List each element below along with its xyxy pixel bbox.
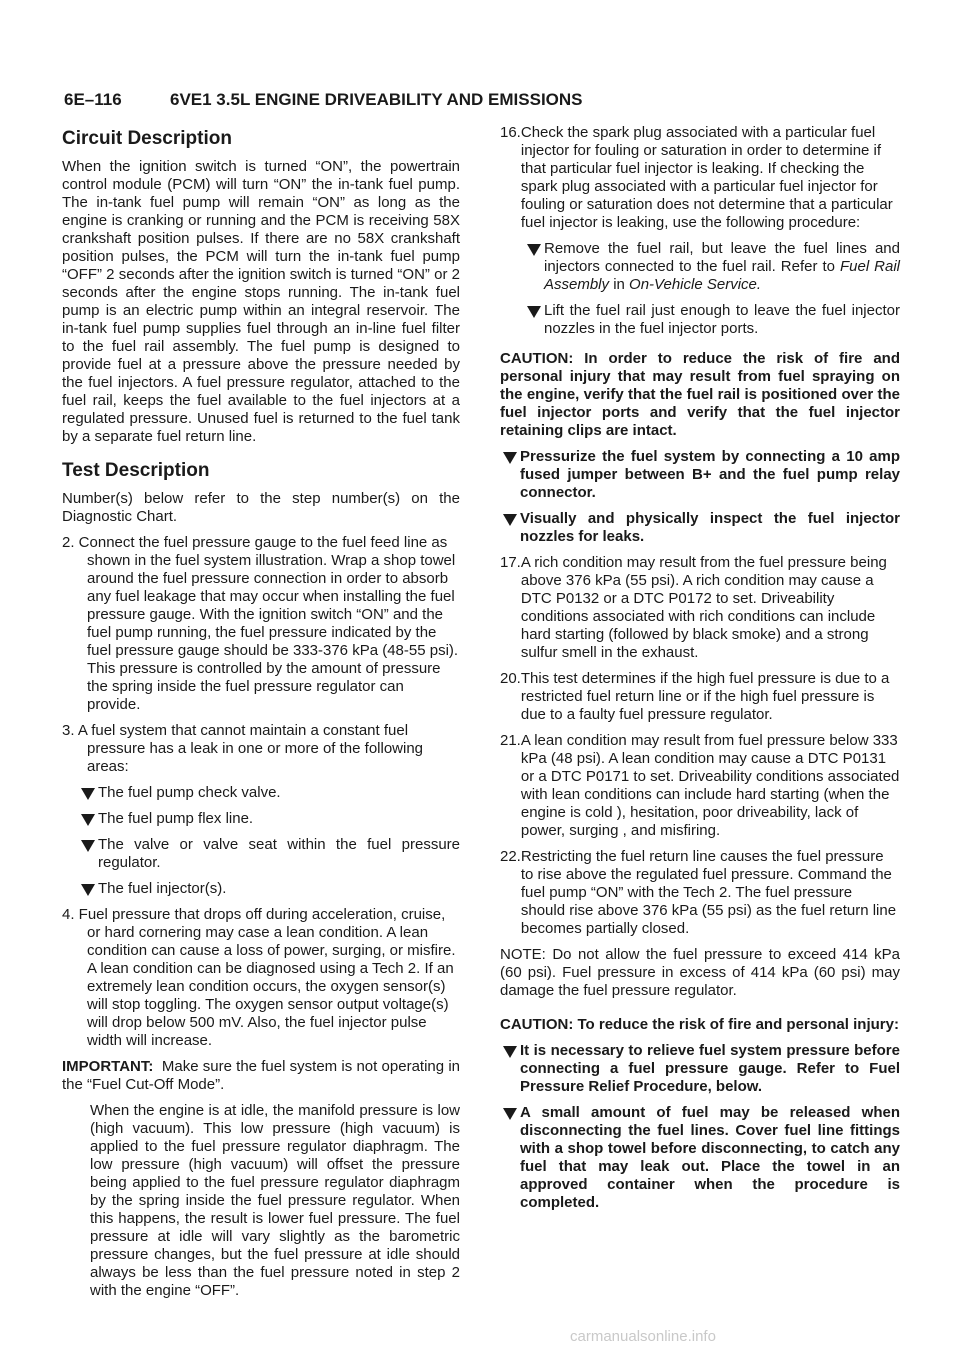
step-number: 21. <box>500 732 521 749</box>
list-item <box>78 810 460 828</box>
list-item <box>524 302 900 338</box>
important-label: IMPORTANT: <box>62 1058 154 1075</box>
step-16-bullet: Lift the fuel rail just enough to leave the fuel injector nozzles in the fuel injector ports. <box>544 302 900 337</box>
caution-bullet: Pressurize the fuel system by connecting a 10 amp fused jumper between B+ and the fuel pump relay connector. <box>520 448 900 501</box>
important-note <box>62 1058 460 1094</box>
step-16-text: Check the spark plug associated with a particular fuel injector for fouling or saturation in order to determine if that particular fuel injector is leaking. If checking the spark plug associated with a particular fuel injector for fouling or saturation does not determine that a particular fuel injector is leaking, use the following procedure: <box>520 124 893 231</box>
watermark: carmanualsonline.info <box>570 1328 716 1345</box>
step-3-bullet: The fuel pump flex line. <box>98 810 254 827</box>
step-21 <box>500 732 900 840</box>
left-column <box>62 124 460 1308</box>
step-16 <box>500 124 900 232</box>
bullet-triangle-icon <box>78 810 98 828</box>
list-item <box>78 880 460 898</box>
step-20 <box>500 670 900 724</box>
step-number: 17. <box>500 554 521 571</box>
fuel-rail-assembly-ref: Fuel Rail Assembly <box>544 258 901 293</box>
caution-bullet: It is necessary to relieve fuel system pressure before connecting a fuel pressure gauge. Refer to Fuel Pressure Relief Procedure, below. <box>520 1042 900 1095</box>
step-16-bullet: Remove the fuel rail, but leave the fuel lines and injectors connected to the fuel rail. Refer to Fuel Rail Assembly in On-Vehicle Service. <box>544 240 901 293</box>
bullet-triangle-icon <box>524 240 544 294</box>
list-item <box>500 510 900 546</box>
step-3-bullet: The valve or valve seat within the fuel pressure regulator. <box>98 836 460 871</box>
test-description-intro: Number(s) below refer to the step number(s) on the Diagnostic Chart. <box>62 490 460 525</box>
list-item <box>78 784 460 802</box>
caution-fuel-spray: CAUTION: In order to reduce the risk of fire and personal injury that may result from fuel spraying on the engine, verify that the fuel rail is positioned over the fuel injector ports and verify that the fuel injector retaining clips are intact. <box>500 350 900 439</box>
step-4-text: 4. Fuel pressure that drops off during acceleration, cruise, or hard cornering may case a lean condition. A lean condition can cause a loss of power, surging, or misfire. A lean condition can be diagnosed using a Tech 2. If an extremely lean condition occurs, the oxygen sensor(s) will stop toggling. The oxygen sensor output voltage(s) will drop below 500 mV. Also, the fuel injector pulse width will increase. <box>62 906 456 1049</box>
note-max-pressure: NOTE: Do not allow the fuel pressure to exceed 414 kPa (60 psi). Fuel pressure in excess of 414 kPa (60 psi) may damage the fuel pressure regulator. <box>500 946 900 999</box>
step-number: 20. <box>500 670 521 687</box>
bullet-triangle-icon <box>78 836 98 872</box>
right-column <box>500 124 900 1220</box>
on-vehicle-service-ref: On-Vehicle Service. <box>629 276 762 293</box>
list-item <box>500 448 900 502</box>
step-3-bullet: The fuel pump check valve. <box>98 784 281 801</box>
important-text: Make sure the fuel system is not operating in the “Fuel Cut-Off Mode”. <box>62 1058 460 1093</box>
caution-bullet: Visually and physically inspect the fuel injector nozzles for leaks. <box>520 510 900 545</box>
step-22-text: Restricting the fuel return line causes the fuel pressure to rise above the regulated fuel pressure. Command the fuel pump “ON” with the Tech 2. The fuel pressure should rise above 376 kPa (55 psi) as the fuel return line becomes partially closed. <box>520 848 897 937</box>
list-item <box>500 1104 900 1212</box>
bullet-triangle-icon <box>500 448 520 502</box>
step-2-text: 2. Connect the fuel pressure gauge to the fuel feed line as shown in the fuel system illustration. Wrap a shop towel around the fuel pressure connection in order to absorb any fuel leakage that may occur when installing the fuel pressure gauge. With the ignition switch “ON” and the fuel pump running, the fuel pressure indicated by the fuel pressure gauge should be 333-376 kPa (48-55 psi). This pressure is controlled by the amount of pressure the spring inside the fuel pressure regulator can provide. <box>62 534 459 713</box>
caution-fire-risk: CAUTION: To reduce the risk of fire and personal injury: <box>500 1016 899 1033</box>
header-title: 6VE1 3.5L ENGINE DRIVEABILITY AND EMISSIONS <box>170 90 583 109</box>
bullet-triangle-icon <box>78 880 98 898</box>
list-item <box>78 836 460 872</box>
idle-pressure-paragraph: When the engine is at idle, the manifold pressure is low (high vacuum). This low pressure (high vacuum) is applied to the fuel pressure regulator diaphragm. The low pressure (high vacuum) will offset the pressure being applied to the fuel pressure regulator diaphragm by the spring inside the fuel pressure regulator. When this happens, the result is lower fuel pressure. The fuel pressure at idle will vary slightly as the barometric pressure changes, but the fuel pressure at idle should always be less than the fuel pressure noted in step 2 with the engine “OFF”. <box>90 1102 460 1299</box>
bullet-triangle-icon <box>500 1042 520 1096</box>
circuit-description-body: When the ignition switch is turned “ON”, the powertrain control module (PCM) will turn “ON” the in-tank fuel pump. The in-tank fuel pump will remain “ON” as long as the engine is cranking or running and the PCM is receiving 58X crankshaft position pulses. If there are no 58X crankshaft position pulses, the PCM will turn the in-tank fuel pump “OFF” 2 seconds after the ignition switch is turned “ON” or 2 seconds after the engine stops running. The in-tank fuel pump is an electric pump within an integral reservoir. The in-tank fuel pump supplies fuel through an in-line fuel filter to the fuel rail assembly. The fuel pump is designed to provide fuel at a pressure above the pressure needed by the fuel injectors. A fuel pressure regulator, attached to the fuel rail, keeps the fuel available to the fuel injectors at a regulated pressure. Unused fuel is returned to the fuel tank by a separate fuel return line. <box>62 158 460 445</box>
step-17-text: A rich condition may result from the fuel pressure being above 376 kPa (55 psi). A rich condition may cause a DTC P0132 or a DTC P0172 to set. Driveability conditions associated with rich conditions can include hard starting (followed by black smoke) and a strong sulfur smell in the exhaust. <box>520 554 887 661</box>
step-3-bullet: The fuel injector(s). <box>98 880 227 897</box>
step-20-text: This test determines if the high fuel pressure is due to a restricted fuel return line or if the high fuel pressure is due to a faulty fuel pressure regulator. <box>520 670 890 723</box>
step-22 <box>500 848 900 938</box>
bullet-triangle-icon <box>500 1104 520 1212</box>
step-number: 16. <box>500 124 521 141</box>
page-header <box>64 90 583 110</box>
step-21-text: A lean condition may result from fuel pressure below 333 kPa (48 psi). A lean condition may cause a DTC P0131 or a DTC P0171 to set. Driveability conditions associated with lean conditions can include hard starting (when the engine is cold ), hesitation, poor driveability, lack of power, surging , and misfiring. <box>520 732 900 839</box>
bullet-triangle-icon <box>500 510 520 546</box>
step-17 <box>500 554 900 662</box>
bullet-triangle-icon <box>524 302 544 338</box>
caution-bullet: A small amount of fuel may be released when disconnecting the fuel lines. Cover fuel line fittings with a shop towel before disconnecting, to catch any fuel that may leak out. Place the towel in an approved container when the procedure is completed. <box>520 1104 900 1211</box>
test-description-heading: Test Description <box>62 460 210 481</box>
list-item <box>500 1042 900 1096</box>
page-number: 6E–116 <box>64 90 122 109</box>
step-number: 22. <box>500 848 521 865</box>
step-3-text: 3. A fuel system that cannot maintain a constant fuel pressure has a leak in one or more of the following areas: <box>62 722 424 775</box>
bullet-triangle-icon <box>78 784 98 802</box>
circuit-description-heading: Circuit Description <box>62 128 232 149</box>
list-item <box>524 240 900 294</box>
